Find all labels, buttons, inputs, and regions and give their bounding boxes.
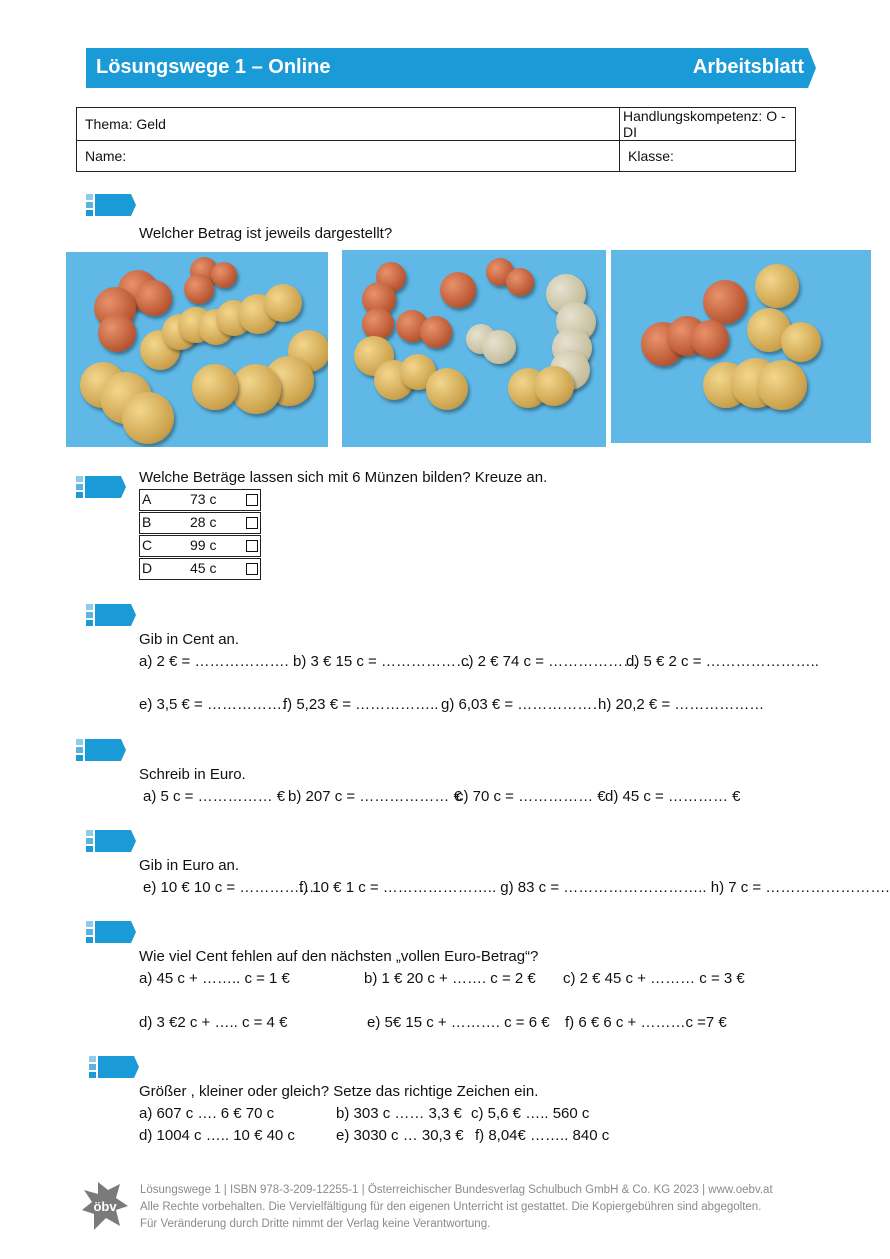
checkbox-icon[interactable]	[246, 563, 258, 575]
checkbox-icon[interactable]	[246, 517, 258, 529]
task-6-a: a) 45 c + …….. c = 1 €	[139, 970, 290, 987]
task-7-c: c) 5,6 € ….. 560 c	[471, 1105, 590, 1122]
task-5-question: Gib in Euro an.	[139, 857, 240, 874]
task-7-b: b) 303 c …… 3,3 €	[336, 1105, 462, 1122]
coin-photo-1	[66, 252, 328, 447]
footer-line-2: Alle Rechte vorbehalten. Die Vervielfältigung für den eigenen Unterricht ist gestattet. Die Kopiergebühren sind abgegolten.	[140, 1201, 762, 1213]
task-marker-4	[76, 739, 136, 763]
task-marker-5	[86, 830, 146, 854]
class-cell: Klasse:	[620, 141, 796, 172]
task-marker-1	[86, 194, 146, 218]
task-6-e: e) 5€ 15 c + ………. c = 6 €	[367, 1014, 550, 1031]
checkbox-icon[interactable]	[246, 494, 258, 506]
choice-b[interactable]: B 28 c	[139, 512, 261, 534]
task-4-b: b) 207 c = ……………… €	[288, 788, 462, 805]
task-3-h: h) 20,2 € = ………………	[598, 696, 765, 713]
task-4-question: Schreib in Euro.	[139, 766, 246, 783]
coin-photo-2	[342, 250, 606, 447]
choice-c[interactable]: C 99 c	[139, 535, 261, 557]
footer-text	[140, 1182, 773, 1233]
task-4-a: a) 5 c = …………… €	[143, 788, 286, 805]
task-4-c: c) 70 c = …………… €	[456, 788, 606, 805]
task-3-c: c) 2 € 74 c = ………………	[461, 653, 639, 670]
task-3-question: Gib in Cent an.	[139, 631, 240, 648]
task-5-f-h: f) 10 € 1 c = ………………….. g) 83 c = ……………………….. h) 7 c = …………………….	[299, 879, 890, 896]
task-3-e: e) 3,5 € = …………….	[139, 696, 287, 713]
task-3-d: d) 5 € 2 c = …………………..	[626, 653, 819, 670]
task-1-question: Welcher Betrag ist jeweils dargestellt?	[139, 225, 393, 242]
checkbox-icon[interactable]	[246, 540, 258, 552]
task-7-e: e) 3030 c … 30,3 €	[336, 1127, 464, 1144]
footer-line-1: Lösungswege 1 | ISBN 978-3-209-12255-1 | Österreichischer Bundesverlag Schulbuch GmbH & Co. KG 2023 | www.oebv.at	[140, 1184, 773, 1196]
name-cell: Name:	[77, 141, 620, 172]
footer-line-3: Für Veränderung durch Dritte nimmt der Verlag keine Verantwortung.	[140, 1218, 491, 1230]
choice-d[interactable]: D 45 c	[139, 558, 261, 580]
task-3-f: f) 5,23 € = ……………..	[283, 696, 439, 713]
task-2-question: Welche Beträge lassen sich mit 6 Münzen bilden? Kreuze an.	[139, 469, 548, 486]
task-7-d: d) 1004 c ….. 10 € 40 c	[139, 1127, 295, 1144]
task-3-g: g) 6,03 € = ………………	[441, 696, 608, 713]
task-marker-3	[86, 604, 146, 628]
task-marker-6	[86, 921, 146, 945]
info-table	[76, 107, 796, 172]
task-marker-7	[89, 1056, 149, 1080]
competence-cell: Handlungskompetenz: O - DI	[620, 108, 796, 141]
coin-photo-3	[611, 250, 871, 443]
task-7-a: a) 607 c …. 6 € 70 c	[139, 1105, 275, 1122]
header-type: Arbeitsblatt	[692, 56, 804, 78]
oebv-logo-icon	[80, 1180, 130, 1232]
task-6-question: Wie viel Cent fehlen auf den nächsten „vollen Euro-Betrag“?	[139, 948, 539, 965]
task-5-e: e) 10 € 10 c = ……………	[143, 879, 315, 896]
task-marker-2	[76, 476, 136, 500]
task-6-d: d) 3 €2 c + ….. c = 4 €	[139, 1014, 288, 1031]
task-6-c: c) 2 € 45 c + ……… c = 3 €	[563, 970, 745, 987]
task-3-b: b) 3 € 15 c = ………………	[293, 653, 471, 670]
choice-a[interactable]: A 73 c	[139, 489, 261, 511]
topic-cell: Thema: Geld	[77, 108, 620, 141]
svg-text:öbv: öbv	[93, 1199, 117, 1214]
task-7-question: Größer , kleiner oder gleich? Setze das richtige Zeichen ein.	[139, 1083, 539, 1100]
task-6-b: b) 1 € 20 c + ……. c = 2 €	[364, 970, 536, 987]
task-4-d: d) 45 c = ………… €	[605, 788, 741, 805]
header-title: Lösungswege 1 – Online	[96, 56, 331, 78]
task-6-f: f) 6 € 6 c + ………c =7 €	[565, 1014, 727, 1031]
task-3-a: a) 2 € = ……………….	[139, 653, 289, 670]
task-7-f: f) 8,04€ …….. 840 c	[475, 1127, 610, 1144]
